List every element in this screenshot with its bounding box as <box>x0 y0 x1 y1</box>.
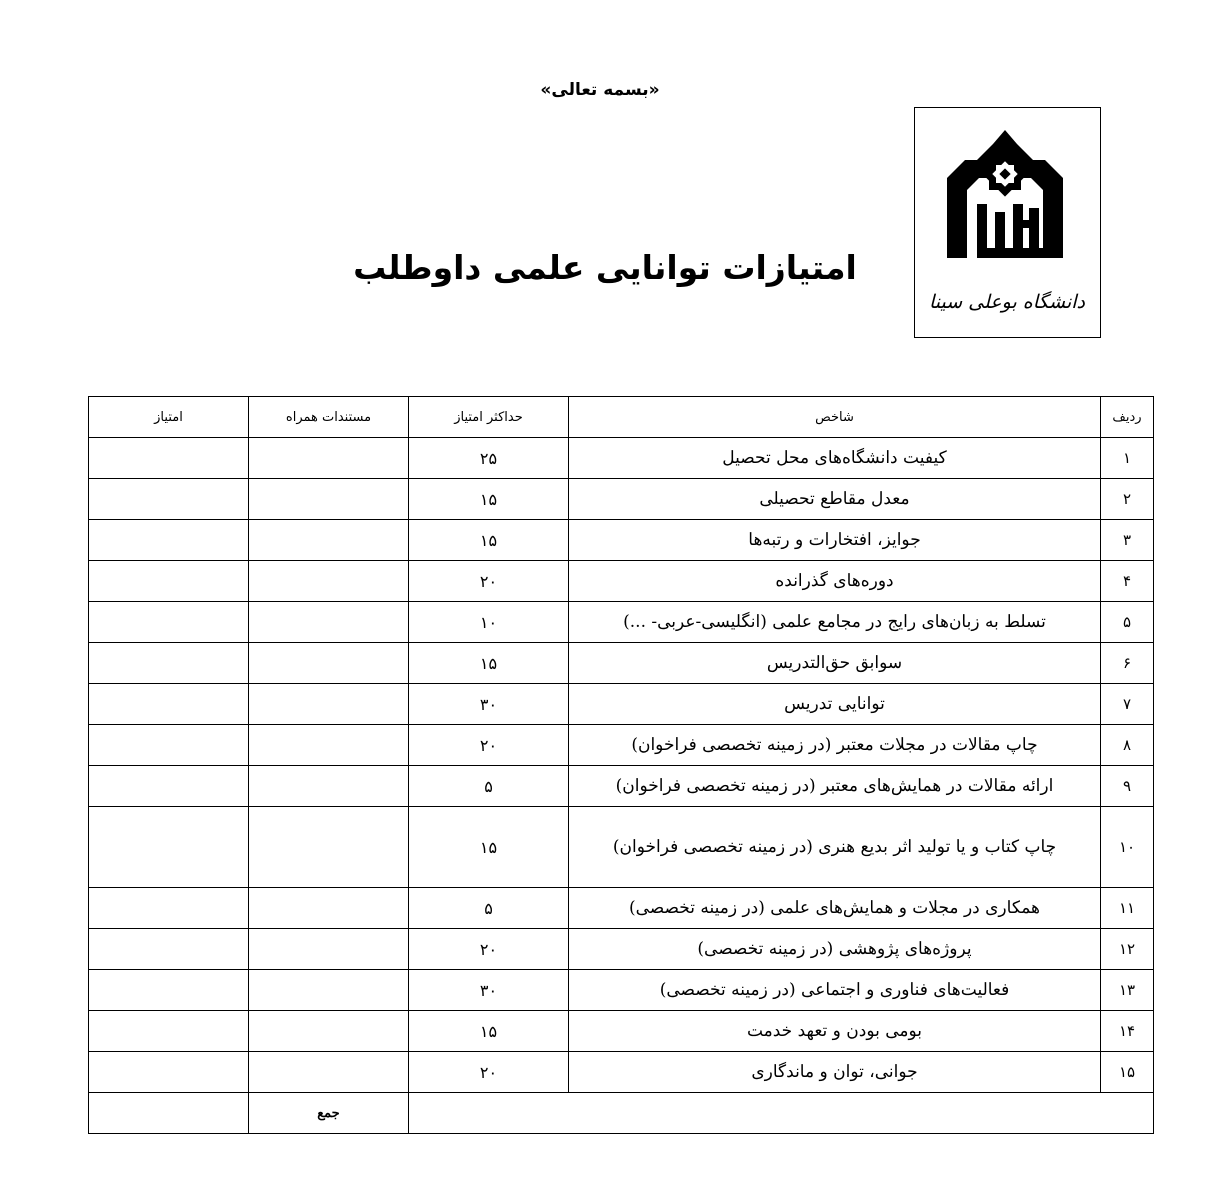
row-documents-cell[interactable] <box>249 807 409 888</box>
table-row <box>89 807 1154 888</box>
row-max-score: ۳۰ <box>409 970 569 1011</box>
row-max-score: ۲۰ <box>409 1052 569 1093</box>
row-score-cell[interactable] <box>89 807 249 888</box>
header-row-number: ردیف <box>1101 397 1154 438</box>
row-documents-cell[interactable] <box>249 438 409 479</box>
row-documents-cell[interactable] <box>249 684 409 725</box>
row-documents-cell[interactable] <box>249 929 409 970</box>
row-max-score: ۳۰ <box>409 684 569 725</box>
row-indicator: معدل مقاطع تحصیلی <box>569 479 1101 520</box>
sum-row <box>89 1093 1154 1134</box>
row-max-score: ۲۰ <box>409 561 569 602</box>
basmala-heading: «بسمه تعالی» <box>540 80 660 100</box>
table-row <box>89 970 1154 1011</box>
row-documents-cell[interactable] <box>249 561 409 602</box>
row-max-score: ۱۵ <box>409 1011 569 1052</box>
table-row <box>89 561 1154 602</box>
header-documents: مستندات همراه <box>249 397 409 438</box>
table-row <box>89 479 1154 520</box>
row-number: ۶ <box>1101 643 1154 684</box>
row-documents-cell[interactable] <box>249 602 409 643</box>
row-number: ۳ <box>1101 520 1154 561</box>
sum-empty-cell <box>409 1093 1154 1134</box>
row-indicator: تسلط به زبان‌های رایج در مجامع علمی (انگلیسی-عربی- ...) <box>569 602 1101 643</box>
svg-text:دانشگاه بوعلی سینا: دانشگاه بوعلی سینا <box>928 291 1086 313</box>
table-row <box>89 643 1154 684</box>
row-indicator: ارائه مقالات در همایش‌های معتبر (در زمینه تخصصی فراخوان) <box>569 766 1101 807</box>
row-indicator: جوایز، افتخارات و رتبه‌ها <box>569 520 1101 561</box>
row-number: ۱۰ <box>1101 807 1154 888</box>
row-score-cell[interactable] <box>89 684 249 725</box>
row-number: ۱۱ <box>1101 888 1154 929</box>
row-max-score: ۱۰ <box>409 602 569 643</box>
row-indicator: فعالیت‌های فناوری و اجتماعی (در زمینه تخصصی) <box>569 970 1101 1011</box>
row-score-cell[interactable] <box>89 438 249 479</box>
row-documents-cell[interactable] <box>249 1011 409 1052</box>
row-indicator: چاپ مقالات در مجلات معتبر (در زمینه تخصصی فراخوان) <box>569 725 1101 766</box>
row-score-cell[interactable] <box>89 888 249 929</box>
row-max-score: ۱۵ <box>409 479 569 520</box>
row-number: ۱ <box>1101 438 1154 479</box>
row-max-score: ۱۵ <box>409 807 569 888</box>
row-indicator: بومی بودن و تعهد خدمت <box>569 1011 1101 1052</box>
table-row <box>89 888 1154 929</box>
row-max-score: ۵ <box>409 766 569 807</box>
page-title: امتیازات توانایی علمی داوطلب <box>353 248 857 287</box>
table-row <box>89 438 1154 479</box>
table-row <box>89 520 1154 561</box>
header-indicator: شاخص <box>569 397 1101 438</box>
row-number: ۲ <box>1101 479 1154 520</box>
university-logo <box>914 107 1101 338</box>
row-indicator: پروژه‌های پژوهشی (در زمینه تخصصی) <box>569 929 1101 970</box>
header-max-score: حداکثر امتیاز <box>409 397 569 438</box>
row-number: ۵ <box>1101 602 1154 643</box>
row-score-cell[interactable] <box>89 929 249 970</box>
row-score-cell[interactable] <box>89 725 249 766</box>
row-indicator: کیفیت دانشگاه‌های محل تحصیل <box>569 438 1101 479</box>
row-number: ۷ <box>1101 684 1154 725</box>
row-score-cell[interactable] <box>89 1052 249 1093</box>
row-max-score: ۵ <box>409 888 569 929</box>
row-score-cell[interactable] <box>89 602 249 643</box>
row-indicator: دوره‌های گذرانده <box>569 561 1101 602</box>
row-number: ۴ <box>1101 561 1154 602</box>
row-documents-cell[interactable] <box>249 766 409 807</box>
table-row <box>89 766 1154 807</box>
row-documents-cell[interactable] <box>249 520 409 561</box>
row-indicator: چاپ کتاب و یا تولید اثر بدیع هنری (در زمینه تخصصی فراخوان) <box>569 807 1101 888</box>
row-score-cell[interactable] <box>89 479 249 520</box>
row-indicator: همکاری در مجلات و همایش‌های علمی (در زمینه تخصصی) <box>569 888 1101 929</box>
row-indicator: جوانی، توان و ماندگاری <box>569 1052 1101 1093</box>
scores-table <box>88 396 1154 1134</box>
sum-label: جمع <box>249 1093 409 1134</box>
row-score-cell[interactable] <box>89 520 249 561</box>
row-max-score: ۲۰ <box>409 929 569 970</box>
row-number: ۱۴ <box>1101 1011 1154 1052</box>
row-number: ۹ <box>1101 766 1154 807</box>
row-indicator: توانایی تدریس <box>569 684 1101 725</box>
table-header-row <box>89 397 1154 438</box>
row-documents-cell[interactable] <box>249 970 409 1011</box>
row-score-cell[interactable] <box>89 766 249 807</box>
row-score-cell[interactable] <box>89 561 249 602</box>
row-max-score: ۲۰ <box>409 725 569 766</box>
row-max-score: ۱۵ <box>409 520 569 561</box>
row-max-score: ۲۵ <box>409 438 569 479</box>
header-score: امتیاز <box>89 397 249 438</box>
row-number: ۱۳ <box>1101 970 1154 1011</box>
row-max-score: ۱۵ <box>409 643 569 684</box>
table-row <box>89 602 1154 643</box>
table-row <box>89 684 1154 725</box>
row-documents-cell[interactable] <box>249 1052 409 1093</box>
row-documents-cell[interactable] <box>249 725 409 766</box>
row-score-cell[interactable] <box>89 970 249 1011</box>
row-documents-cell[interactable] <box>249 888 409 929</box>
row-score-cell[interactable] <box>89 643 249 684</box>
row-score-cell[interactable] <box>89 1011 249 1052</box>
row-indicator: سوابق حق‌التدریس <box>569 643 1101 684</box>
table-row <box>89 1052 1154 1093</box>
table-row <box>89 725 1154 766</box>
row-documents-cell[interactable] <box>249 643 409 684</box>
table-row <box>89 929 1154 970</box>
sum-score-cell[interactable] <box>89 1093 249 1134</box>
row-documents-cell[interactable] <box>249 479 409 520</box>
row-number: ۱۲ <box>1101 929 1154 970</box>
row-number: ۱۵ <box>1101 1052 1154 1093</box>
table-row <box>89 1011 1154 1052</box>
logo-emblem-icon <box>915 108 1099 336</box>
row-number: ۸ <box>1101 725 1154 766</box>
